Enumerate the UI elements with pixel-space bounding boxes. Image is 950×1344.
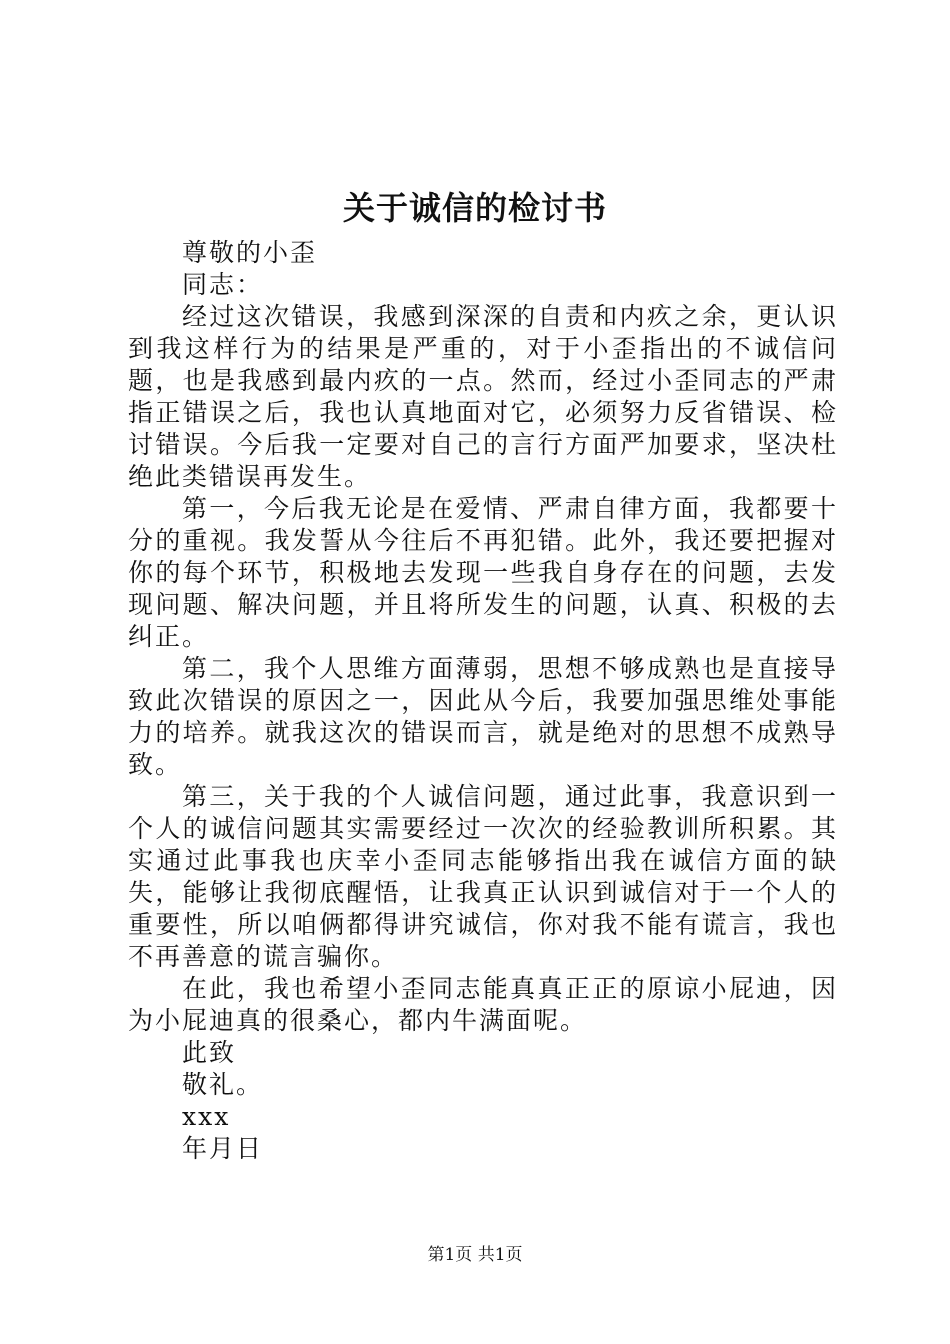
date-line: 年月日	[182, 1134, 264, 1163]
paragraph-1: 经过这次错误，我感到深深的自责和内疚之余，更认识到我这样行为的结果是严重的，对于小歪指出的不诚信问题，也是我感到最内疚的一点。然而，经过小歪同志的严肃指正错误之后，我也认真地面对它，必须努力反省错误、检讨错误。今后我一定要对自己的言行方面严加要求，坚决杜绝此类错误再发生。	[128, 302, 838, 491]
salutation-title: 同志：	[182, 270, 264, 299]
paragraph-2: 第一，今后我无论是在爱情、严肃自律方面，我都要十分的重视。我发誓从今往后不再犯错。此外，我还要把握对你的每个环节，积极地去发现一些我自身存在的问题，去发现问题、解决问题，并且将所发生的问题，认真、积极的去纠正。	[128, 494, 838, 651]
salutation-name: 尊敬的小歪	[182, 238, 318, 267]
signature: xxx	[182, 1102, 231, 1131]
closing-line-2: 敬礼。	[182, 1070, 264, 1099]
paragraph-5: 在此，我也希望小歪同志能真真正正的原谅小屁迪，因为小屁迪真的很桑心，都内牛满面呢。	[128, 974, 838, 1035]
page-footer: 第1页 共1页	[427, 1245, 523, 1265]
document-body	[128, 237, 838, 1165]
paragraph-4: 第三，关于我的个人诚信问题，通过此事，我意识到一个人的诚信问题其实需要经过一次次的经验教训所积累。其实通过此事我也庆幸小歪同志能够指出我在诚信方面的缺失，能够让我彻底醒悟，让我真正认识到诚信对于一个人的重要性，所以咱俩都得讲究诚信，你对我不能有谎言，我也不再善意的谎言骗你。	[128, 782, 838, 971]
document-title: 关于诚信的检讨书	[342, 189, 607, 227]
paragraph-3: 第二，我个人思维方面薄弱，思想不够成熟也是直接导致此次错误的原因之一，因此从今后，我要加强思维处事能力的培养。就我这次的错误而言，就是绝对的思想不成熟导致。	[128, 654, 838, 779]
closing-line-1: 此致	[182, 1038, 237, 1067]
